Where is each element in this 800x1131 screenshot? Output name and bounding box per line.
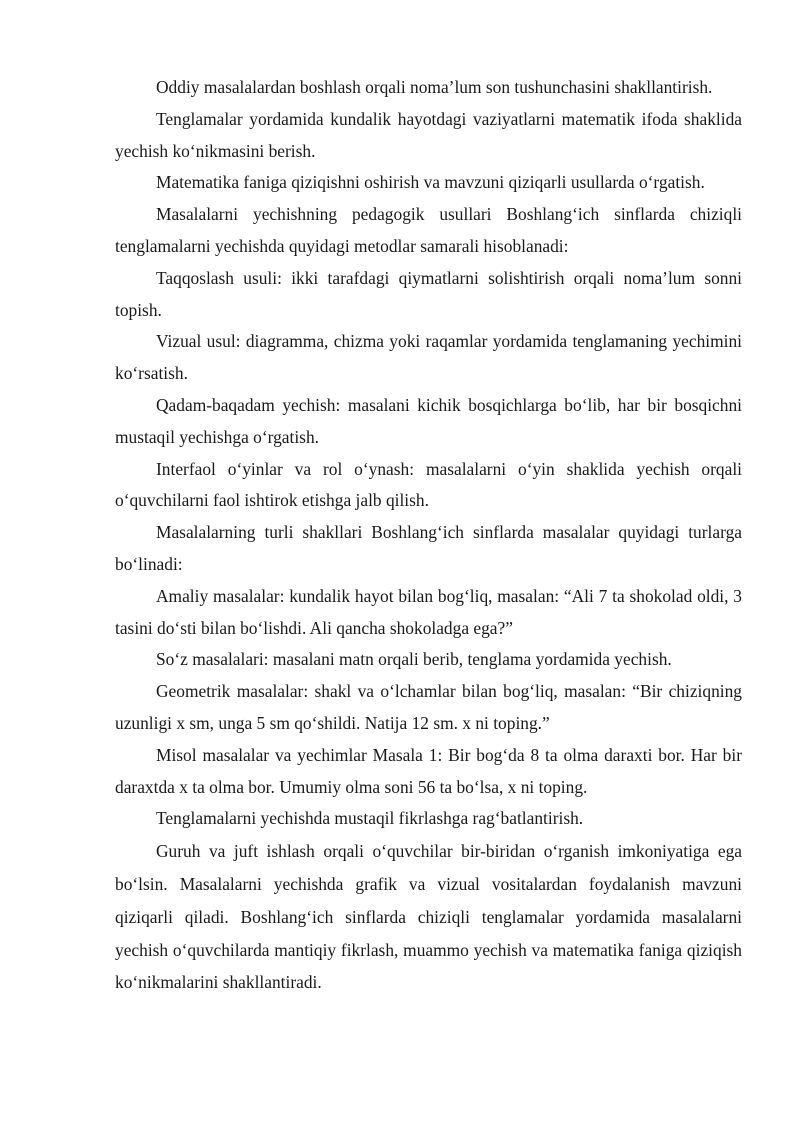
paragraph-conclusion: Guruh va juft ishlash orqali o‘quvchilar bir-biridan o‘rganish imkoniyatiga ega bo‘lsin. Masalalarni yechishda grafik va vizual vositalardan foydalanish mavzuni qiziqarli qiladi. Boshlang‘ich sinflarda chiziqli tenglamalar yordamida masalalarni yechish o‘quvchilarda mantiqiy fikrlash, muammo yechish va matematika faniga qiziqish ko‘nikmalarini shakllantiradi. [115,841,742,993]
paragraph-visual-method: Vizual usul: diagramma, chizma yoki raqamlar yordamida tenglamaning yechimini ko‘rsatish. [115,331,742,384]
paragraph-problem-types: Masalalarning turli shakllari Boshlang‘ich sinflarda masalalar quyidagi turlarga bo‘linadi: [115,522,742,574]
paragraph-goal-interest: Matematika faniga qiziqishni oshirish va mavzuni qiziqarli usullarda o‘rgatish. [156,172,705,193]
paragraph-geometric-problems: Geometrik masalalar: shakl va o‘lchamlar bilan bog‘liq, masalan: “Bir chiziqning uzunligi x sm, unga 5 sm qo‘shildi. Natija 12 sm. x ni toping.” [115,681,742,733]
paragraph-example-problem: Misol masalalar va yechimlar Masala 1: Bir bog‘da 8 ta olma daraxti bor. Har bir daraxtda x ta olma bor. Umumiy olma soni 56 ta bo‘lsa, x ni toping. [115,744,742,797]
paragraph-comparison-method: Taqqoslash usuli: ikki tarafdagi qiymatlarni solishtirish orqali noma’lum sonni topish. [115,267,742,320]
paragraph-word-problems: So‘z masalalari: masalani matn orqali berib, tenglama yordamida yechish. [156,649,672,670]
paragraph-independent-thinking: Tenglamalarni yechishda mustaqil fikrlashga rag‘batlantirish. [156,808,584,829]
paragraph-goal-equations-daily-life: Tenglamalar yordamida kundalik hayotdagi vaziyatlarni matematik ifoda shaklida yechish ko‘nikmasini berish. [115,108,742,161]
paragraph-interactive-games: Interfaol o‘yinlar va rol o‘ynash: masalalarni o‘yin shaklida yechish orqali o‘quvchilarni faol ishtirok etishga jalb qilish. [115,458,742,511]
paragraph-goal-unknown-number: Oddiy masalalardan boshlash orqali noma’lum son tushunchasini shakllantirish. [156,77,713,97]
paragraph-practical-problems: Amaliy masalalar: kundalik hayot bilan bog‘liq, masalan: “Ali 7 ta shokolad oldi, 3 tasini do‘sti bilan bo‘lishdi. Ali qancha shokoladga ega?” [115,585,742,638]
document-body [115,72,742,999]
paragraph-step-by-step-method: Qadam-baqadam yechish: masalani kichik bosqichlarga bo‘lib, har bir bosqichni mustaqil yechishga o‘rgatish. [115,394,742,447]
paragraph-pedagogical-methods: Masalalarni yechishning pedagogik usullari Boshlang‘ich sinflarda chiziqli tenglamalarni yechishda quyidagi metodlar samarali hisoblanadi: [115,204,742,256]
